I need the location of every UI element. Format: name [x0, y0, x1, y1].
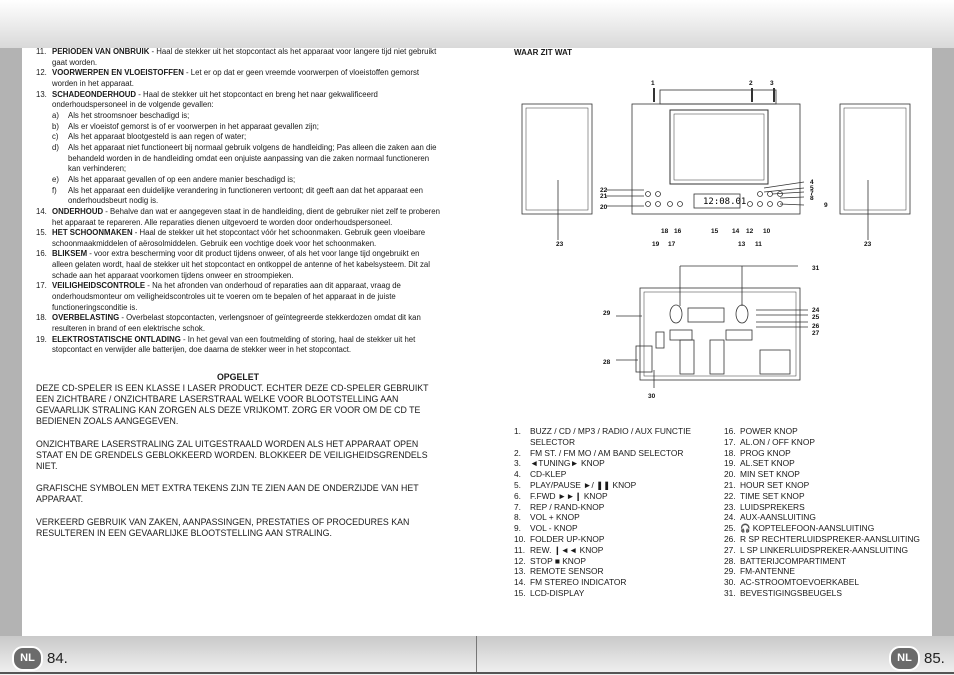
list-item [36, 47, 440, 68]
left-margin-bar [0, 48, 22, 636]
sub-list-item [52, 143, 440, 175]
part-label: REW. ❙◄◄ KNOP [530, 544, 604, 555]
item-title: PERIODEN VAN ONBRUIK [52, 47, 150, 56]
item-title: VOORWERPEN EN VLOEISTOFFEN [52, 68, 184, 78]
callout-19: 19 [652, 241, 660, 248]
cd-lid [670, 110, 768, 184]
front-view [522, 88, 910, 240]
part-label: BUZZ / CD / MP3 / RADIO / AUX FUNCTIE SELECTOR [530, 426, 692, 447]
part-item [514, 480, 719, 491]
top-bar [660, 90, 776, 104]
part-number: 7. [514, 501, 521, 512]
opgelet-paragraph-3: GRAFISCHE SYMBOLEN MET EXTRA TEKENS ZIJN TE ZIEN AAN DE ONDERZIJDE VAN HET APPARAAT. [36, 483, 419, 505]
part-label: AUX-AANSLUITING [740, 512, 816, 523]
item-text: - Haal de stekker uit het stopcontact en breng het naar gekwalificeerd onderhoudspersoneel in de volgende gevallen: [52, 89, 378, 110]
part-item [724, 512, 924, 523]
part-number: 8. [514, 512, 521, 523]
sub-list-item [52, 186, 440, 207]
callout-4: 4 [810, 179, 814, 186]
callout-10: 10 [763, 228, 771, 235]
opgelet-paragraph-4: VERKEERD GEBRUIK VAN ZAKEN, AANPASSINGEN, PRESTATIES OF PROCEDURES KAN RESULTEREN IN EEN GEVAARLIJKE BLOOTSTELLING AAN STRALING. [36, 516, 410, 538]
list-item [36, 228, 440, 249]
bracket-right [736, 305, 748, 323]
callout-31: 31 [812, 265, 820, 272]
callout-9: 9 [824, 202, 828, 209]
callout-11: 11 [755, 241, 762, 248]
part-label: BEVESTIGINGSBEUGELS [740, 587, 842, 598]
sub-text: Als het apparaat blootgesteld is aan regen of water; [68, 132, 247, 142]
part-number: 14. [514, 577, 526, 588]
list-item [36, 207, 440, 228]
part-number: 20. [724, 469, 736, 480]
part-label: LUIDSPREKERS [740, 501, 805, 512]
item-text: - Na het afronden van onderhoud of reparaties aan dit apparaat, vraag de onderhoudsmonteur om veiligheidscontroles uit te voeren om te bepalen of het apparaat in de juiste functioneringsconditie is. [52, 281, 401, 312]
item-number: 12. [36, 68, 47, 78]
part-item [514, 502, 719, 513]
safety-instructions-list [36, 47, 440, 356]
part-number: 18. [724, 447, 736, 458]
part-item [724, 480, 924, 491]
part-label: VOL - KNOP [530, 523, 578, 534]
part-item [514, 556, 719, 567]
callout-22: 22 [600, 187, 608, 194]
part-item [514, 588, 719, 599]
part-label: STOP ■ KNOP [530, 555, 586, 566]
sub-letter: f) [52, 185, 57, 195]
part-item [724, 458, 924, 469]
right-margin-bar [932, 48, 954, 636]
part-item [514, 448, 719, 459]
part-number: 25. [724, 523, 736, 534]
part-item [724, 437, 924, 448]
item-title: VEILIGHEIDSCONTROLE [52, 281, 146, 291]
part-number: 12. [514, 555, 526, 566]
callout-23-left: 23 [556, 241, 564, 248]
callout-3: 3 [770, 80, 774, 87]
part-label: PLAY/PAUSE ►/ ❚❚ KNOP [530, 479, 637, 490]
part-item [514, 534, 719, 545]
sub-text: Als het apparaat niet functioneert bij normaal gebruik volgens de handleiding; Pas alleen die zaken aan die behandeld worden in de handleiding omdat een onjuiste aanpassing van die zaken normaal functioneren kan verhinderen; [68, 142, 437, 174]
page-number-text: 84. [47, 650, 68, 667]
item-text: - Overbelast stopcontacten, verlengsnoer of geïntegreerde stekkerdozen omdat dit kan resulteren in brand of een elektrische schok. [52, 313, 421, 334]
callout-labels [556, 80, 872, 400]
part-number: 9. [514, 523, 521, 534]
callout-14: 14 [732, 228, 740, 235]
part-label: VOL + KNOP [530, 512, 580, 523]
part-label: FM-ANTENNE [740, 566, 795, 577]
item-text: - Haal de stekker uit het stopcontact vóór het schoonmaken. Gebruik geen vloeibare schoonmaakmiddelen of aërosolmiddelen. Gebruik een vochtige doek voor het schoonmaken. [52, 228, 426, 248]
opgelet-paragraph-2: ONZICHTBARE LASERSTRALING ZAL UITGESTRAALD WORDEN ALS HET APPARAAT OPEN STAAT EN DE GRENDELS GEBLOKKEERD WORDEN. BLOKKEER DE VEILIGHEIDSGRENDELS NIET. [36, 438, 428, 471]
part-label: 🎧 KOPTELEFOON-AANSLUITING [740, 523, 875, 534]
page-number-left [12, 646, 68, 671]
part-label: BATTERIJCOMPARTIMENT [740, 555, 847, 566]
part-label: TIME SET KNOP [740, 490, 805, 501]
language-badge: NL [12, 646, 43, 671]
item-title: SCHADEONDERHOUD [52, 89, 137, 99]
item-title: ELEKTROSTATISCHE ONTLADING [52, 334, 181, 344]
item-text: - In het geval van een foutmelding of storing, haal de stekker uit het stopcontact en verwijder alle batterijen, doe daarna de stekker weer in het stopcontact. [52, 334, 416, 355]
part-item [514, 523, 719, 534]
callout-2: 2 [749, 80, 753, 87]
callout-30: 30 [648, 393, 656, 400]
sub-letter: a) [52, 110, 59, 120]
item-title: OVERBELASTING [52, 313, 120, 323]
sub-letter: c) [52, 132, 59, 142]
sub-list-item [52, 132, 440, 143]
callout-17: 17 [668, 241, 676, 248]
callout-1: 1 [651, 80, 655, 87]
sub-list-item [52, 111, 440, 122]
item-number: 15. [36, 228, 47, 238]
sub-list-item [52, 175, 440, 186]
sub-text: Als het apparaat een duidelijke verandering in functioneren vertoont; dit geeft aan dat het apparaat een onderhoudsbeurt nodig is. [68, 185, 424, 206]
part-number: 3. [514, 458, 521, 469]
item-text: - Let er op dat er geen vreemde voorwerpen of vloeistoffen gemorst worden in het apparaat. [52, 68, 420, 88]
part-item [724, 523, 924, 534]
part-label: L SP LINKERLUIDSPREKER-AANSLUITING [740, 544, 909, 555]
part-item [514, 469, 719, 480]
part-item [514, 545, 719, 556]
item-title: ONDERHOUD [52, 206, 104, 216]
part-number: 10. [514, 533, 526, 544]
header-band [0, 0, 954, 48]
part-number: 19. [724, 458, 736, 469]
part-label: F.FWD ►►❙ KNOP [530, 490, 608, 501]
lcd-readout: 12:08.01 [703, 197, 747, 207]
part-label: CD-KLEP [530, 469, 567, 480]
part-number: 13. [514, 566, 526, 577]
sub-letter: d) [52, 142, 59, 152]
part-label: FM ST. / FM MO / AM BAND SELECTOR [530, 447, 684, 458]
callout-12: 12 [746, 228, 754, 235]
item-number: 14. [36, 206, 47, 216]
language-badge: NL [889, 646, 920, 671]
part-number: 2. [514, 447, 521, 458]
list-item [36, 281, 440, 313]
bracket-left [670, 305, 682, 323]
callout-24: 24 [812, 307, 820, 314]
part-label: POWER KNOP [740, 426, 798, 436]
footer-band [0, 636, 954, 675]
part-label: FM STEREO INDICATOR [530, 577, 627, 588]
part-label: ◄TUNING► KNOP [530, 458, 605, 469]
section-title: WAAR ZIT WAT [514, 48, 573, 57]
sub-text: Als het apparaat gevallen of op een andere manier beschadigd is; [68, 174, 296, 184]
sub-list-item [52, 122, 440, 133]
part-number: 27. [724, 544, 736, 555]
part-number: 17. [724, 436, 736, 447]
part-item [724, 469, 924, 480]
callout-28: 28 [603, 359, 611, 366]
part-number: 23. [724, 501, 736, 512]
part-label: R SP RECHTERLUIDSPREKER-AANSLUITING [740, 533, 920, 544]
part-number: 21. [724, 479, 736, 490]
part-item [724, 588, 924, 599]
callout-26: 26 [812, 323, 820, 330]
part-item [514, 512, 719, 523]
callout-8: 8 [810, 195, 814, 202]
part-item [724, 491, 924, 502]
item-number: 17. [36, 281, 47, 291]
part-label: LCD-DISPLAY [530, 587, 585, 598]
part-number: 15. [514, 587, 526, 598]
footer-rule [0, 672, 954, 674]
opgelet-heading: OPGELET [216, 372, 260, 383]
part-number: 31. [724, 587, 736, 598]
callout-20: 20 [600, 204, 608, 211]
part-item [514, 491, 719, 502]
part-item [724, 545, 924, 556]
item-title: HET SCHOONMAKEN [52, 228, 133, 238]
item-number: 16. [36, 249, 47, 259]
part-number: 30. [724, 577, 736, 588]
part-label: HOUR SET KNOP [740, 479, 810, 490]
part-label: AL.SET KNOP [740, 458, 795, 469]
item-number: 13. [36, 89, 47, 99]
part-number: 4. [514, 469, 521, 480]
part-item [724, 556, 924, 567]
page-divider [476, 636, 477, 673]
opgelet-paragraph-1: DEZE CD-SPELER IS EEN KLASSE I LASER PRODUCT. ECHTER DEZE CD-SPELER GEBRUIKT EEN ZICHTBARE / ONZICHTBARE LASERSTRAAL WELKE VOOR BLOOTSTELLING AAN GEVAARLIJK STRALING KAN ZORGEN ALS DEZE VRIJKOMT. ZORG ER VOOR OM DE CD TE BEDIENEN ZOALS AANGEGEVEN. [36, 382, 429, 427]
sub-text: Als er vloeistof gemorst is of er voorwerpen in het apparaat gevallen zijn; [68, 121, 319, 131]
part-item [514, 458, 719, 469]
part-number: 28. [724, 555, 736, 566]
part-item [724, 566, 924, 577]
part-item [724, 448, 924, 459]
part-number: 26. [724, 533, 736, 544]
part-number: 6. [514, 490, 521, 501]
callout-15: 15 [711, 228, 719, 235]
part-label: AC-STROOMTOEVOERKABEL [740, 577, 859, 588]
item-text: - Haal de stekker uit het stopcontact als het apparaat voor langere tijd niet gebruikt gaat worden. [52, 47, 437, 67]
callout-16: 16 [674, 228, 682, 235]
sub-letter: e) [52, 174, 59, 184]
parts-list-column-2 [724, 426, 924, 599]
page-number-right [889, 646, 945, 671]
part-number: 5. [514, 479, 521, 490]
part-number: 22. [724, 490, 736, 501]
item-title: BLIKSEM [52, 249, 88, 259]
part-item [724, 426, 924, 437]
list-item [36, 313, 440, 334]
item-number: 11. [36, 47, 47, 56]
sub-letter: b) [52, 121, 59, 131]
part-item [724, 577, 924, 588]
callout-5: 5 [810, 185, 814, 192]
part-item [514, 577, 719, 588]
part-item [514, 426, 719, 448]
callout-21: 21 [600, 193, 608, 200]
callout-27: 27 [812, 330, 820, 337]
parts-list-column-1 [514, 426, 719, 599]
rear-view [616, 266, 808, 388]
part-item [514, 566, 719, 577]
part-label: MIN SET KNOP [740, 469, 800, 480]
part-label: PROG KNOP [740, 447, 791, 458]
part-number: 11. [514, 544, 526, 555]
part-label: REMOTE SENSOR [530, 566, 604, 577]
part-number: 1. [514, 426, 521, 436]
item-number: 18. [36, 313, 47, 323]
callout-25: 25 [812, 314, 820, 321]
part-number: 29. [724, 566, 736, 577]
part-item [724, 534, 924, 545]
left-speaker [522, 104, 592, 214]
device-diagram [514, 70, 914, 410]
callout-29: 29 [603, 310, 611, 317]
page-number-text: 85. [924, 650, 945, 667]
part-number: 16. [724, 426, 736, 436]
list-item [36, 68, 440, 89]
left-page-content [36, 47, 440, 539]
part-label: FOLDER UP-KNOP [530, 533, 605, 544]
callout-13: 13 [738, 241, 746, 248]
sub-text: Als het stroomsnoer beschadigd is; [68, 110, 190, 120]
part-item [724, 502, 924, 513]
list-item [36, 90, 440, 207]
item-text: - Behalve dan wat er aangegeven staat in de handleiding, dient de gebruiker niet zelf te proberen het apparaat te repareren. Alle reparaties dienen uitgevoerd te worden door onderhoudspersoneel. [52, 206, 440, 227]
sub-list [52, 111, 440, 207]
part-label: REP / RAND-KNOP [530, 501, 605, 512]
list-item [36, 335, 440, 356]
part-number: 24. [724, 512, 736, 523]
callout-18: 18 [661, 228, 669, 235]
item-text: - voor extra bescherming voor dit product tijdens onweer, of als het voor lange tijd ongebruikt en alleen gelaten wordt, haal de stekker uit het stopcontact en ontkoppel de antenne of het kabelsysteem. Dit zal schade aan het apparaat voorkomen tijdens onweer en stroompieken. [52, 249, 430, 280]
callout-23-right: 23 [864, 241, 872, 248]
callout-7: 7 [810, 190, 814, 197]
right-speaker [840, 104, 910, 214]
item-number: 19. [36, 334, 47, 344]
list-item [36, 249, 440, 281]
part-label: AL.ON / OFF KNOP [740, 436, 815, 447]
